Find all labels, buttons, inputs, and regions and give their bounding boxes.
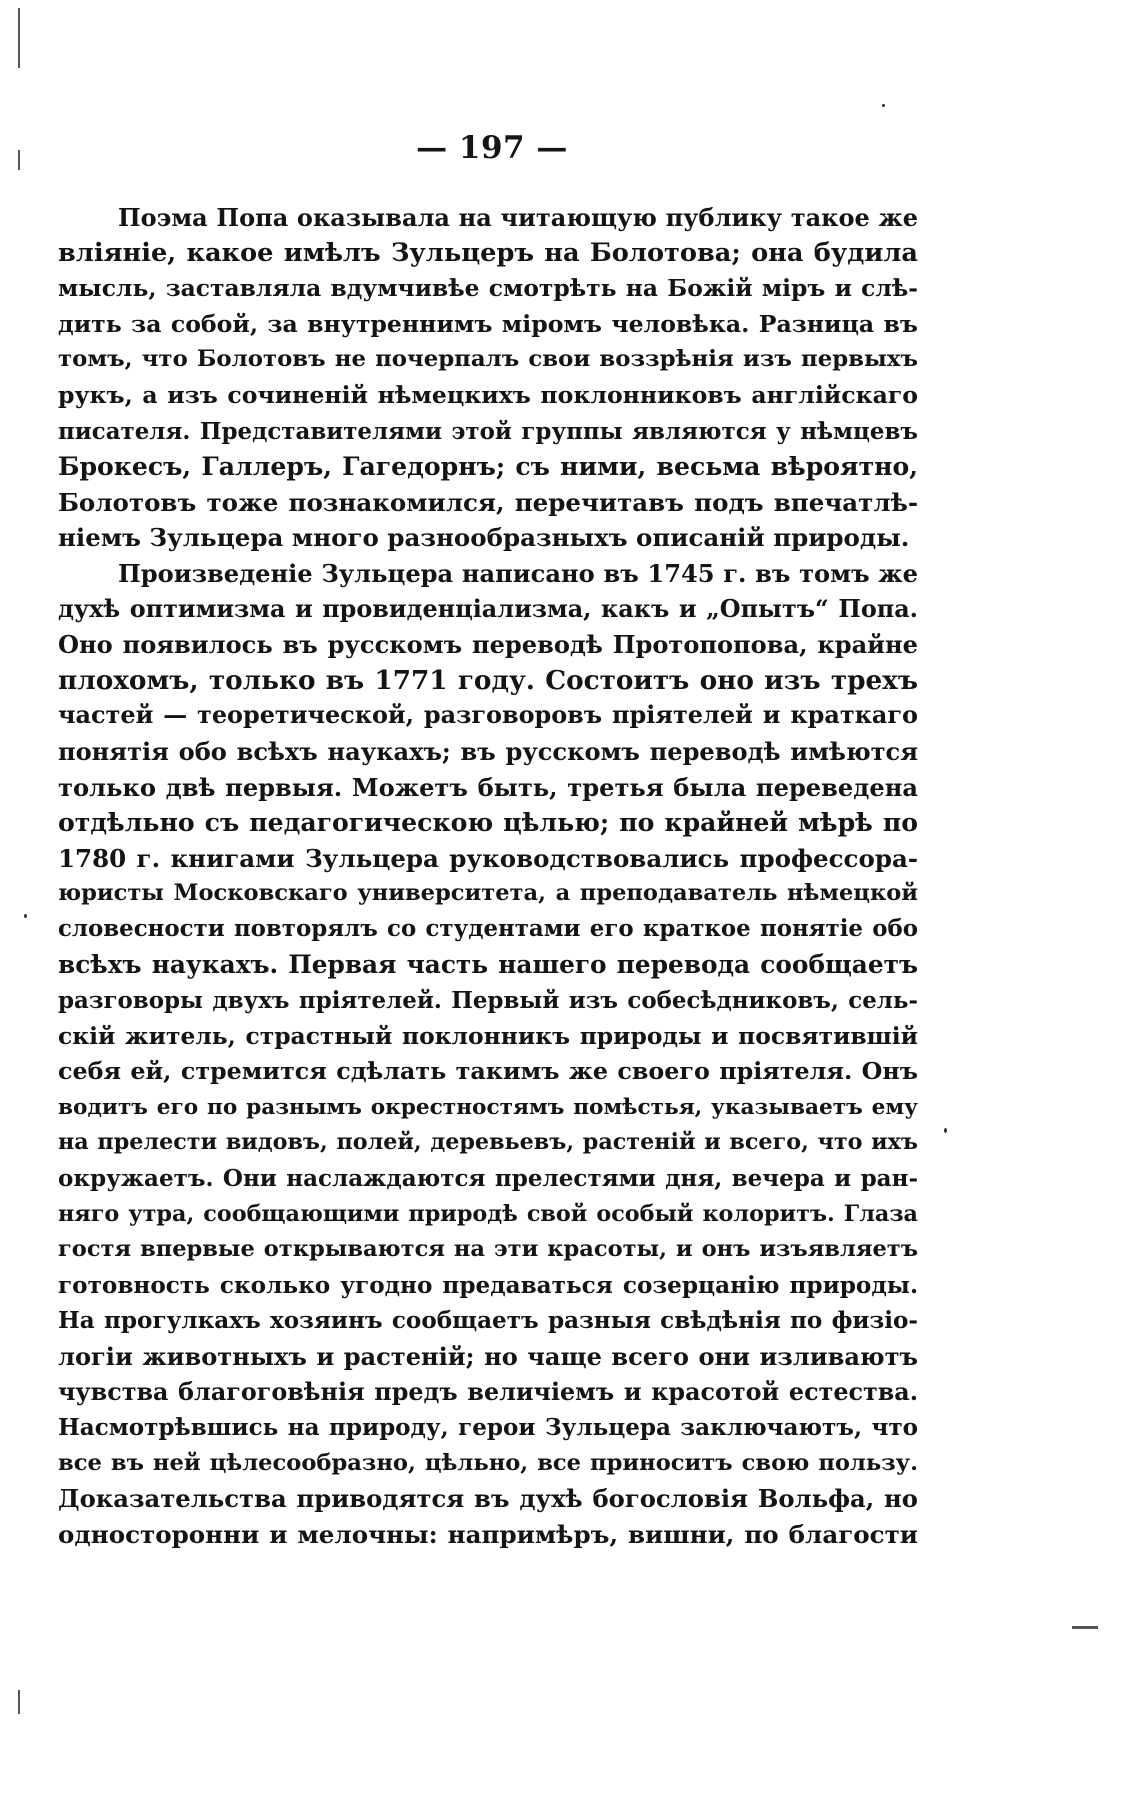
text-line: понятія обо всѣхъ наукахъ; въ русскомъ переводѣ имѣются (58, 736, 918, 766)
text-line: Доказательства приводятся въ духѣ богословія Вольфа, но (58, 1484, 918, 1514)
text-line: духѣ оптимизма и провиденціализма, какъ и „Опытъ“ Попа. (58, 594, 918, 623)
text-line: окружаетъ. Они наслаждаются прелестями дня, вечера и ран- (58, 1165, 918, 1193)
text-line: томъ, что Болотовъ не почерпалъ свои воззрѣнія изъ первыхъ (58, 346, 918, 373)
text-line: Насмотрѣвшись на природу, герои Зульцера заключаютъ, что (58, 1414, 918, 1442)
text-line: вліяніе, какое имѣлъ Зульцеръ на Болотова; она будила (58, 237, 918, 268)
text-line: себя ей, стремится сдѣлать такимъ же своего пріятеля. Онъ (58, 1057, 918, 1086)
text-line: Произведеніе Зульцера написано въ 1745 г. въ томъ же (118, 558, 918, 588)
text-line: дить за собой, за внутреннимъ міромъ человѣка. Разница въ (58, 309, 918, 338)
text-line: готовность сколько угодно предаваться созерцанію природы. (58, 1271, 918, 1299)
text-line: На прогулкахъ хозяинъ сообщаетъ разныя свѣдѣнія по физіо- (58, 1307, 918, 1335)
scan-speck (24, 914, 27, 918)
text-line: односторонни и мелочны: напримѣръ, вишни, по благости (58, 1519, 918, 1549)
scan-edge-mark (18, 1690, 20, 1714)
text-line: всѣхъ наукахъ. Первая часть нашего перевода сообщаетъ (58, 950, 918, 980)
text-line: Поэма Попа оказывала на читающую публику такое же (118, 203, 918, 232)
text-line: скій житель, страстный поклонникъ природы и посвятившій (58, 1021, 918, 1050)
text-line: рукъ, а изъ сочиненій нѣмецкихъ поклонниковъ англійскаго (58, 380, 918, 409)
text-line: гостя впервые открываются на эти красоты, и онъ изъявляетъ (58, 1236, 918, 1263)
scan-edge-mark (18, 8, 20, 68)
text-line: Болотовъ тоже познакомился, перечитавъ подъ впечатлѣ- (58, 487, 918, 517)
paragraph-1 (58, 200, 918, 556)
body-text (58, 200, 918, 1553)
text-line: водитъ его по разнымъ окрестностямъ помѣстья, указываетъ ему (58, 1094, 918, 1120)
text-line: няго утра, сообщающими природѣ свой особый колоритъ. Глаза (58, 1200, 918, 1227)
text-line: логіи животныхъ и растеній; но чаще всего они изливаютъ (58, 1342, 918, 1371)
paragraph-2 (58, 556, 918, 1553)
scan-speck (882, 104, 885, 107)
text-line: юристы Московскаго университета, а преподаватель нѣмецкой (58, 880, 918, 907)
text-line: словесности повторялъ со студентами его краткое понятіе обо (58, 915, 918, 942)
text-line: отдѣльно съ педагогическою цѣлью; по крайней мѣрѣ по (58, 807, 918, 838)
text-line: Брокесъ, Галлеръ, Гагедорнъ; съ ними, весьма вѣроятно, (58, 451, 918, 482)
scan-edge-mark (1072, 1626, 1098, 1629)
page-number: — 197 — (416, 130, 568, 166)
scan-speck (944, 1128, 947, 1133)
text-line: только двѣ первыя. Можетъ быть, третья была переведена (58, 772, 918, 802)
text-line: разговоры двухъ пріятелей. Первый изъ собесѣдниковъ, сель- (58, 987, 918, 1015)
text-line: ніемъ Зульцера много разнообразныхъ описаній природы. (58, 523, 910, 553)
text-line: чувства благоговѣнія предъ величіемъ и красотой естества. (58, 1377, 918, 1406)
text-line: Оно появилось въ русскомъ переводѣ Протопопова, крайне (58, 630, 918, 660)
text-line: частей — теоретической, разговоровъ пріятелей и краткаго (58, 701, 918, 730)
text-line: писателя. Представителями этой группы являются у нѣмцевъ (58, 417, 918, 445)
text-line: плохомъ, только въ 1771 году. Состоитъ оно изъ трехъ (58, 664, 918, 696)
text-line: все въ ней цѣлесообразно, цѣльно, все приноситъ свою пользу. (58, 1449, 918, 1476)
text-line: мысль, заставляла вдумчивѣе смотрѣть на Божій міръ и слѣ- (58, 274, 918, 303)
text-line: на прелести видовъ, полей, деревьевъ, растеній и всего, что ихъ (58, 1129, 918, 1156)
text-line: 1780 г. книгами Зульцера руководствовались профессора- (58, 843, 918, 873)
